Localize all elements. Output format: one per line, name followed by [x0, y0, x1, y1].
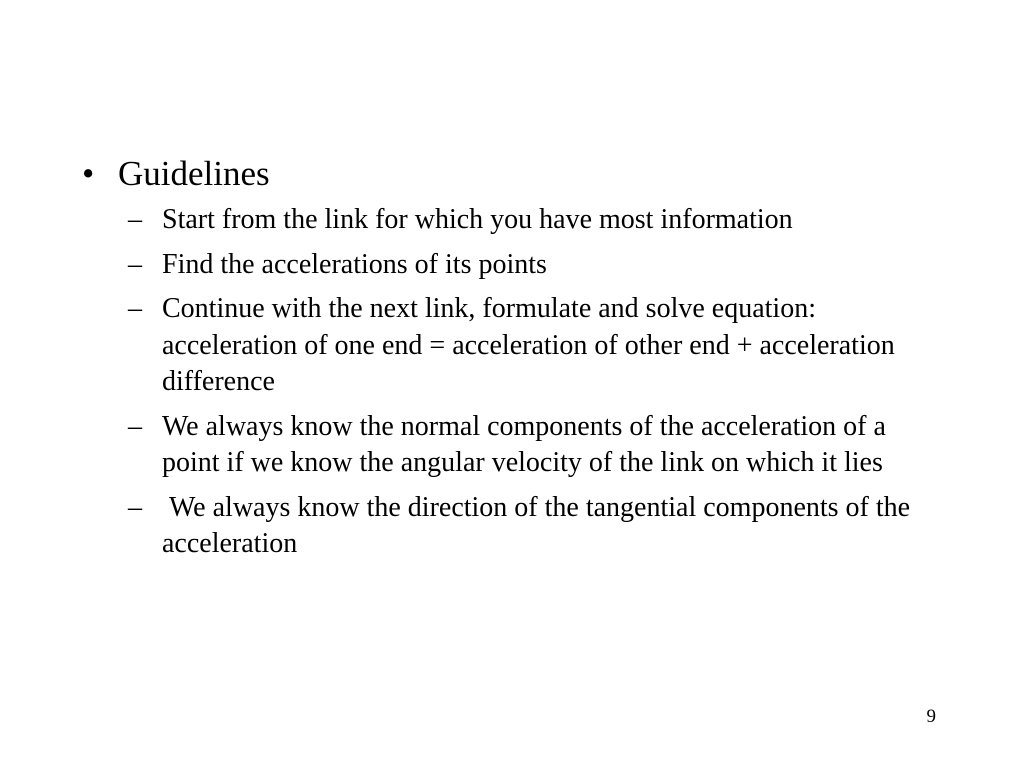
sub-bullet-item — [80, 409, 940, 482]
sub-bullet-text: Find the accelerations of its points — [162, 248, 547, 280]
sub-bullet-text: We always know the direction of the tangential components of the acceleration — [162, 491, 918, 559]
dash-marker: – — [128, 491, 142, 523]
dash-marker: – — [128, 248, 142, 280]
dash-marker: – — [128, 293, 142, 324]
dash-marker: – — [128, 410, 142, 442]
sub-bullet-item — [80, 291, 940, 401]
sub-bullet-item — [80, 490, 940, 563]
sub-bullet-text: Continue with the next link, formulate and solve equation: acceleration of one end = acceleration of other end + acceleration difference — [162, 293, 902, 397]
main-bullet — [80, 152, 940, 196]
heading-text: Guidelines — [118, 154, 270, 193]
sub-bullet-text: We always know the normal components of the acceleration of a point if we know the angular velocity of the link on which it lies — [162, 410, 893, 478]
sub-bullet-text: Start from the link for which you have most information — [162, 204, 793, 235]
page-number: 9 — [926, 706, 936, 727]
sub-bullet-list — [80, 202, 940, 563]
bullet-marker: • — [82, 154, 95, 193]
sub-bullet-item — [80, 247, 940, 284]
dash-marker: – — [128, 204, 142, 235]
sub-bullet-item — [80, 202, 940, 239]
slide-content — [80, 152, 940, 571]
